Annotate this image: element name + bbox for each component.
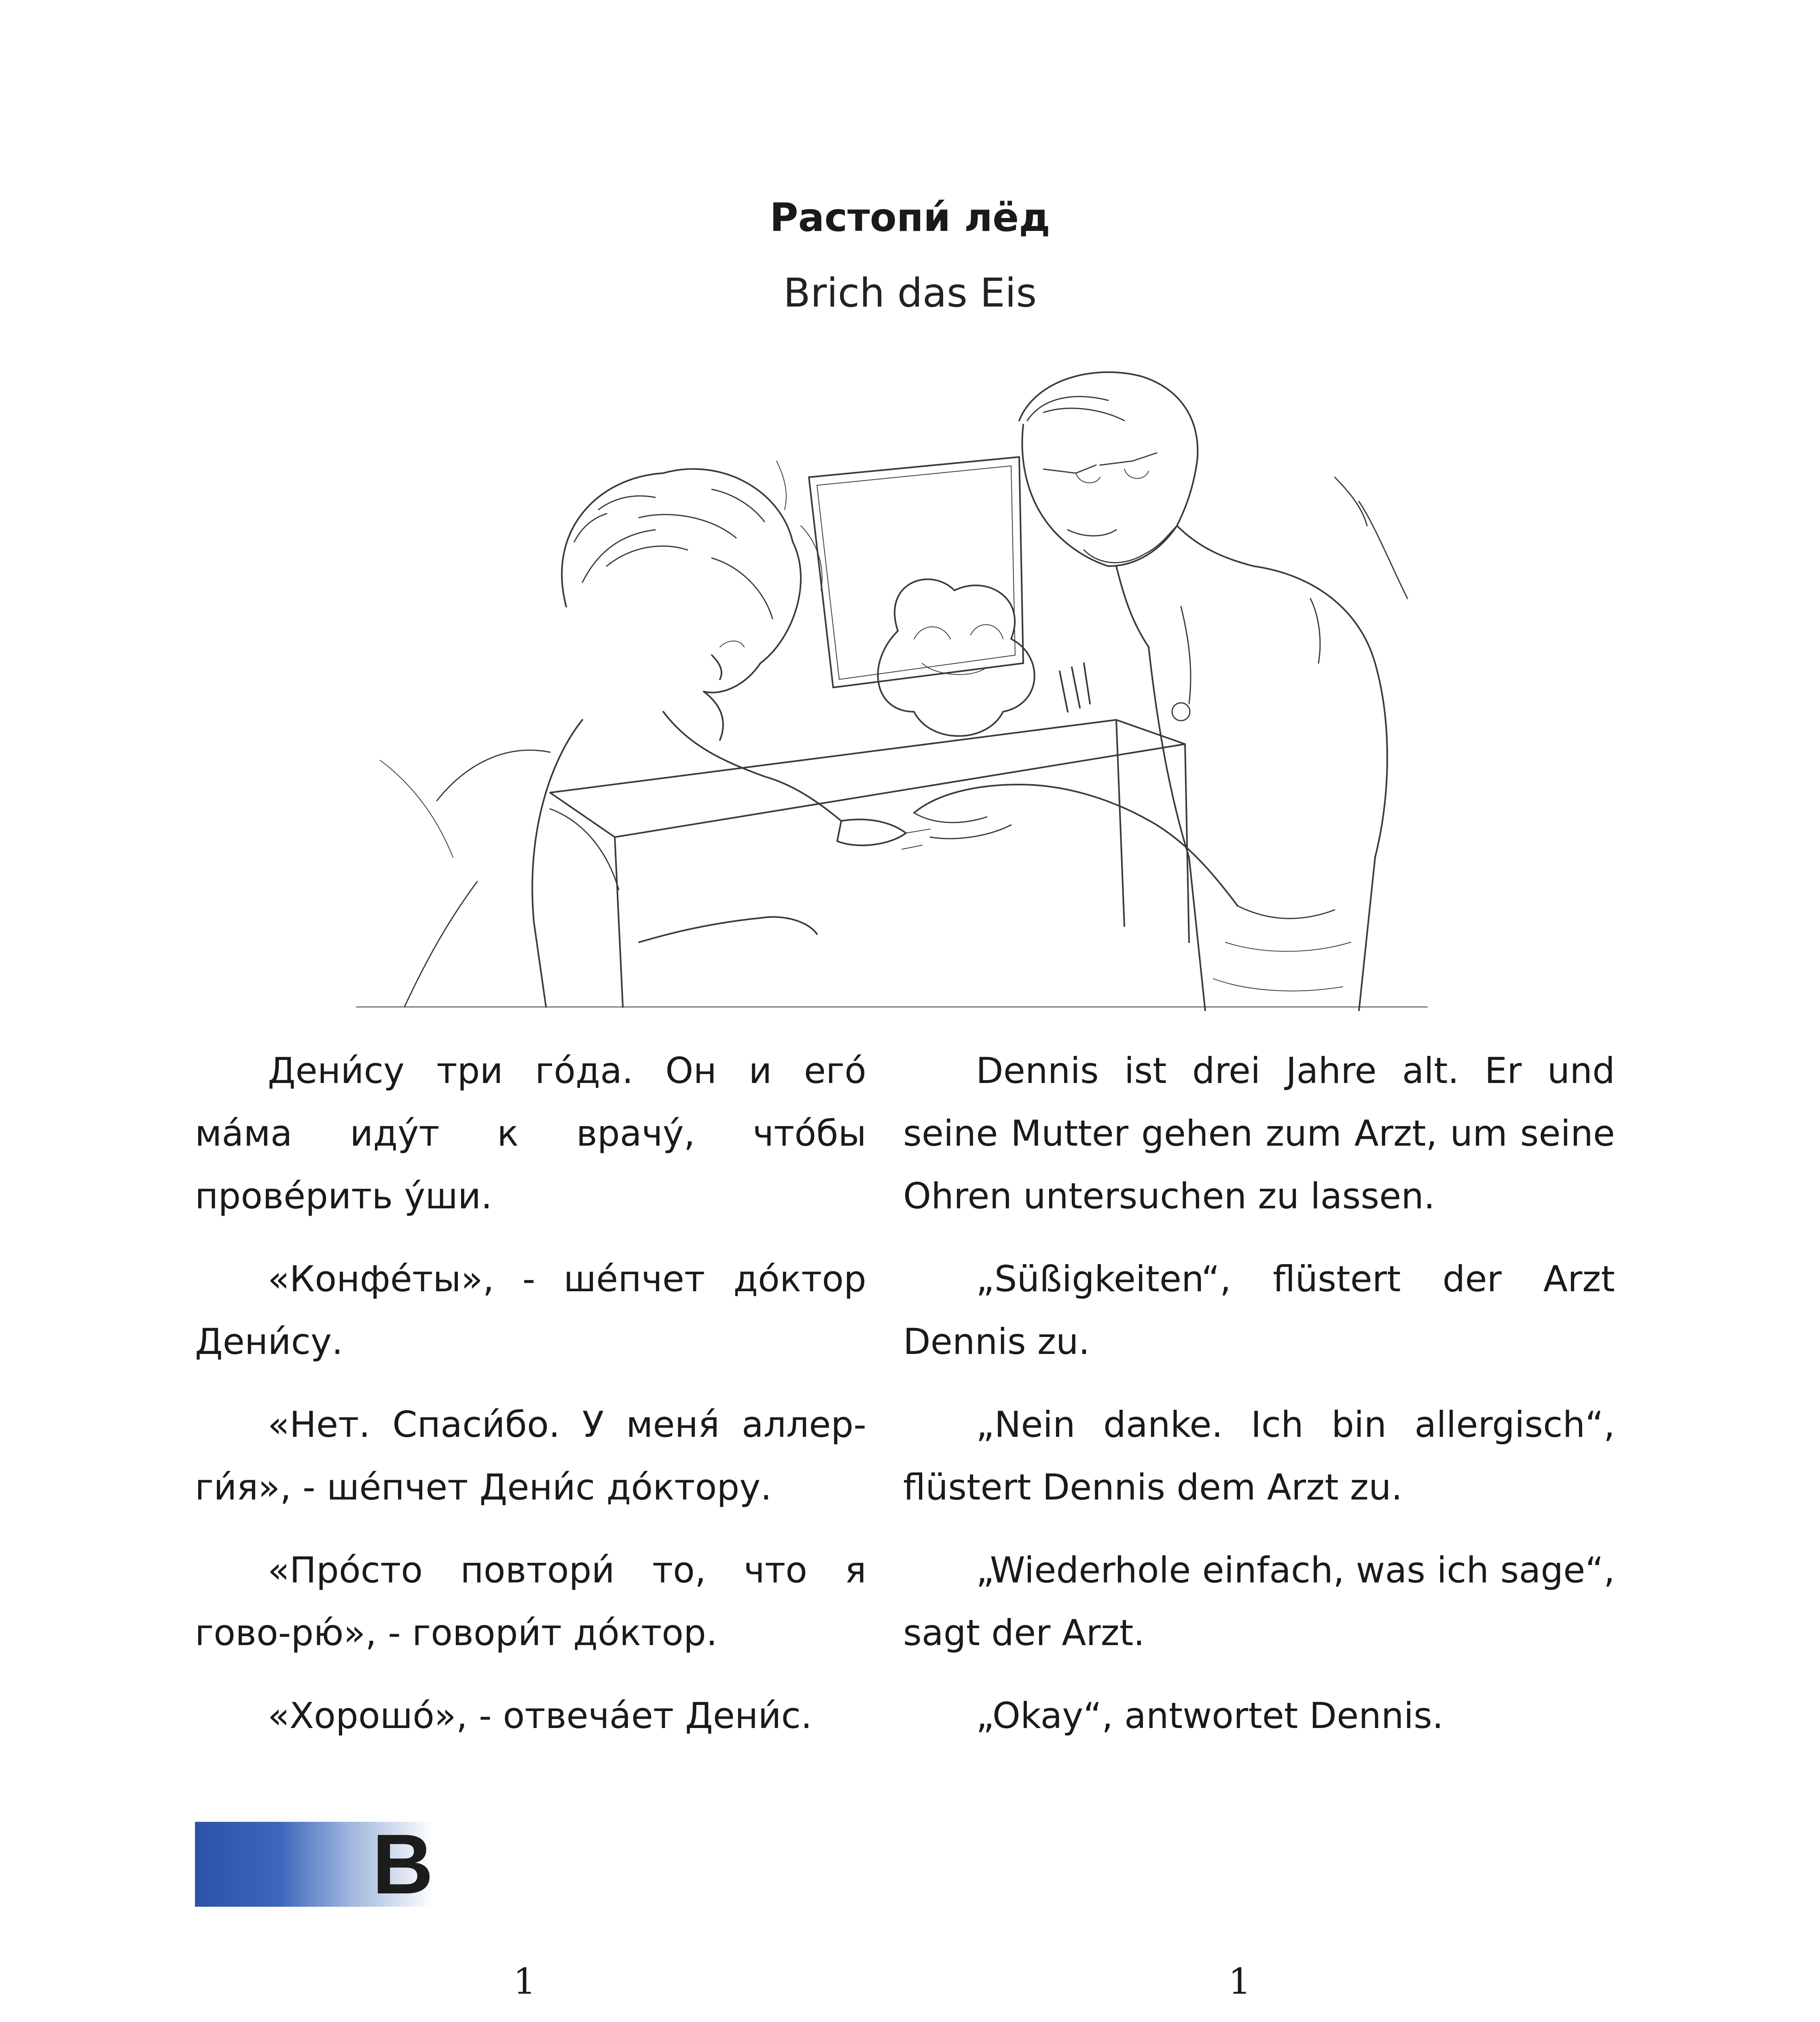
page-title: Растопи́ лёд [770, 195, 1050, 240]
illustration-doctor-child [356, 356, 1428, 1011]
story-de-paragraph: Dennis ist drei Jahre alt. Er und seine Mutter gehen zum Arzt, um seine Ohren untersuchen zu lassen. [903, 1050, 1615, 1217]
dialog-german [890, 1957, 1589, 2022]
story-german [903, 1039, 1615, 1767]
page-subtitle: Brich das Eis [783, 270, 1037, 316]
story-de-paragraph: „Nein danke. Ich bin allergisch“, flüstert Dennis dem Arzt zu. [903, 1404, 1615, 1508]
story-ru-paragraph: «Хорошо́», - отвеча́ет Дени́с. [268, 1695, 812, 1736]
story-de-paragraph: „Wiederhole einfach, was ich sage“, sagt der Arzt. [903, 1549, 1615, 1654]
dialog-de-line [890, 2016, 1589, 2022]
story-de-paragraph: „Süßigkeiten“, flüstert der Arzt Dennis zu. [903, 1258, 1615, 1362]
section-letter: B [372, 1817, 434, 1912]
dialog-number: 1 [513, 1961, 536, 2002]
story-ru-paragraph: «Про́сто повтори́ то, что я гово-рю́», - говори́т до́ктор. [195, 1549, 866, 1654]
story-ru-paragraph: «Нет. Спаси́бо. У меня́ аллер-ги́я», - ше́пчет Дени́с до́ктору. [195, 1404, 866, 1508]
story-russian [195, 1039, 866, 1767]
dialog-ru-line [195, 2016, 854, 2022]
story-de-paragraph: „Okay“, antwortet Dennis. [976, 1695, 1444, 1736]
story-ru-paragraph: Дени́су три го́да. Он и его́ ма́ма иду́т к врачу́, что́бы прове́рить у́ши. [195, 1050, 866, 1217]
story-ru-paragraph: «Конфе́ты», - ше́пчет до́ктор Дени́су. [195, 1258, 866, 1362]
dialog-number: 1 [1228, 1961, 1251, 2002]
dialog-russian [195, 1957, 854, 2022]
